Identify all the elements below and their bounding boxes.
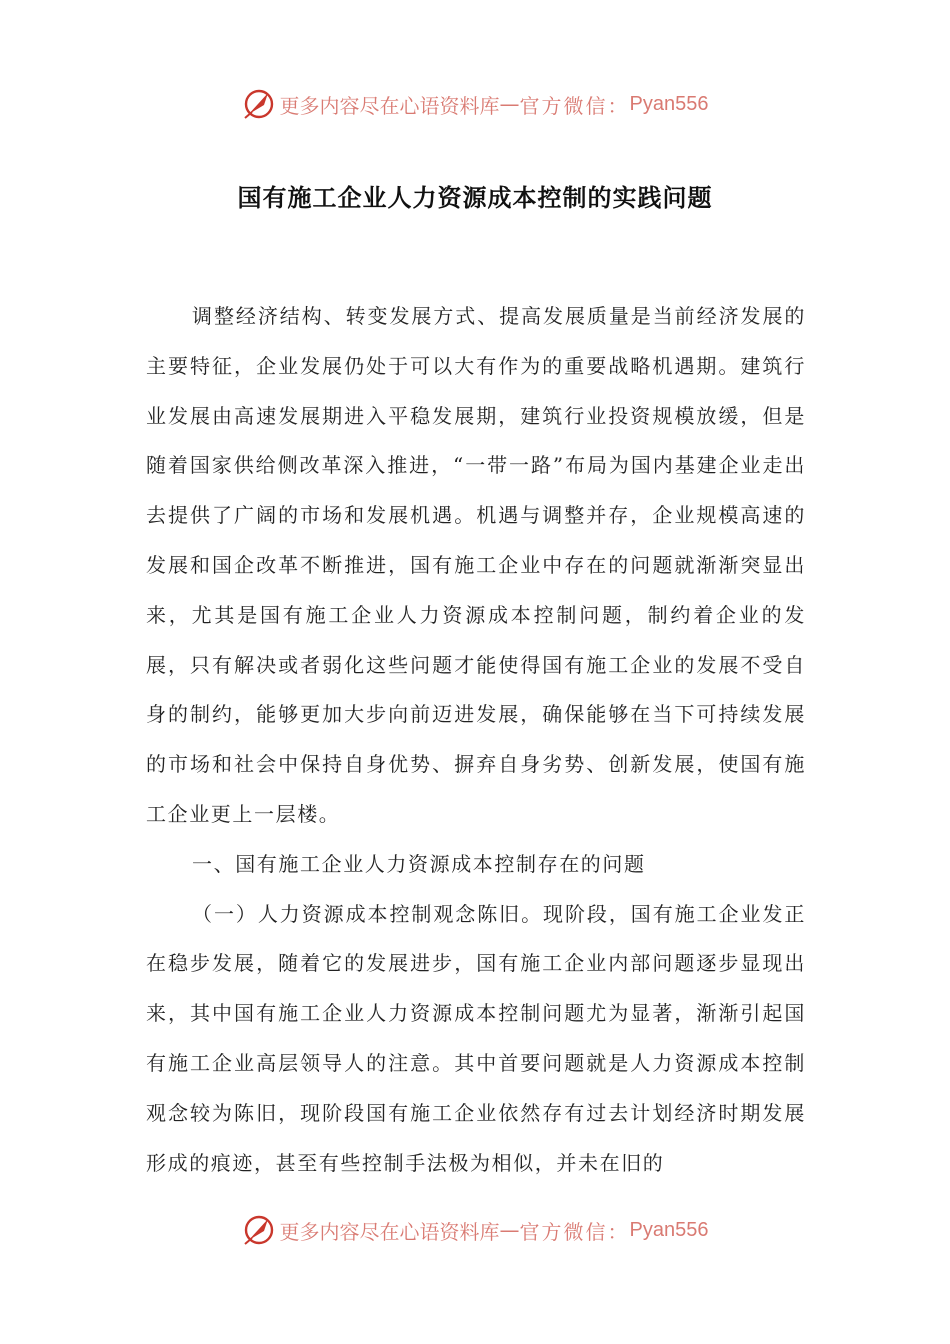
- banner-main-text: 更多内容尽在心语资料库: [279, 1219, 500, 1244]
- quill-logo-icon: [242, 1213, 276, 1247]
- body-paragraph-1-1: （一）人力资源成本控制观念陈旧。现阶段，国有施工企业发正在稳步发展，随着它的发展进步，国有施工企业内部问题逐步显现出来，其中国有施工企业人力资源成本控制问题尤为显著，渐渐引起国有施工企业高层领导人的注意。其中首要问题就是人力资源成本控制观念较为陈旧，现阶段国有施工企业依然存有过去计划经济时期发展形成的痕迹，甚至有些控制手法极为相似，并未在旧的: [146, 901, 806, 1175]
- banner-wechat-label: 官方微信：: [519, 93, 630, 118]
- banner-wechat-id: Pyan556: [629, 1218, 709, 1241]
- body-paragraph-intro: 调整经济结构、转变发展方式、提高发展质量是当前经济发展的主要特征，企业发展仍处于可以大有作为的重要战略机遇期。建筑行业发展由高速发展期进入平稳发展期，建筑行业投资规模放缓，但是随着国家供给侧改革深入推进，“一带一路”布局为国内基建企业走出去提供了广阔的市场和发展机遇。机遇与调整并存，企业规模高速的发展和国企改革不断推进，国有施工企业中存在的问题就渐渐突显出来，尤其是国有施工企业人力资源成本控制问题，制约着企业的发展，只有解决或者弱化这些问题才能使得国有施工企业的发展不受自身的制约，能够更加大步向前迈进发展，确保能够在当下可持续发展的市场和社会中保持自身优势、摒弃自身劣势、创新发展，使国有施工企业更上一层楼。: [146, 304, 806, 826]
- banner-wechat-id: Pyan556: [629, 92, 709, 115]
- document-body: [146, 292, 806, 1188]
- document-title: 国有施工企业人力资源成本控制的实践问题: [237, 184, 713, 212]
- footer-watermark-banner: [0, 1210, 950, 1250]
- banner-separator: —: [499, 1218, 520, 1242]
- section-heading-1: 一、国有施工企业人力资源成本控制存在的问题: [192, 851, 646, 876]
- banner-wechat-label: 官方微信：: [519, 1219, 630, 1244]
- banner-main-text: 更多内容尽在心语资料库: [279, 93, 500, 118]
- header-watermark-banner: [0, 84, 950, 124]
- quill-logo-icon: [242, 87, 276, 121]
- banner-separator: —: [499, 92, 520, 116]
